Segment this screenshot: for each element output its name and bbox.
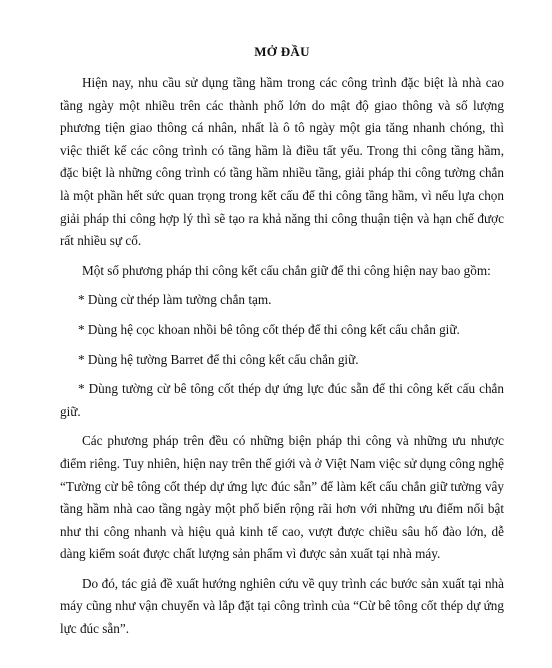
bullet-item-steel-sheet-pile: * Dùng cừ thép làm tường chắn tạm.	[78, 292, 272, 308]
proposal-paragraph: Do đó, tác giả đề xuất hướng nghiên cứu về quy trình các bước sản xuất tại nhà máy cũng như vận chuyển và lắp đặt tại công trình của “Cừ bê tông cốt thép dự ứng lực đúc sẵn”.	[60, 575, 504, 637]
intro-paragraph: Hiện nay, nhu cầu sử dụng tầng hầm trong các công trình đặc biệt là nhà cao tầng ngày một nhiều trên các thành phố lớn do mật độ giao thông và số lượng phương tiện giao thông cá nhân, nhất là ô tô ngày một gia tăng nhanh chóng, thì việc thiết kế các công trình có tầng hầm là điều tất yếu. Trong thi công tầng hầm, đặc biệt là những công trình có tầng hầm nhiều tầng, giải pháp thi công tường chắn là một phần hết sức quan trọng trong kết cấu để thi công tầng hầm, vì nếu lựa chọn giải pháp thi công hợp lý thì sẽ tạo ra khả năng thi công thuận tiện và hạn chế được rất nhiều sự cố.	[60, 75, 504, 249]
bullet-item-barrette-wall: * Dùng hệ tường Barret để thi công kết cấu chắn giữ.	[78, 351, 359, 367]
advantages-paragraph: Các phương pháp trên đều có những biện pháp thi công và những ưu nhược điểm riêng. Tuy nhiên, hiện nay trên thế giới và ở Việt Nam việc sử dụng công nghệ “Tường cừ bê tông cốt thép dự ứng lực đúc sẵn” để làm kết cấu chắn giữ tường vây tầng hầm nhà cao tầng ngày một phổ biến rộng rãi hơn với những ưu điểm nổi bật như thi công nhanh và hiệu quả kinh tế cao, vượt được chiều sâu hố đào lớn, dễ dàng kiểm soát được chất lượng sản phẩm vì được sản xuất tại nhà máy.	[60, 433, 504, 562]
section-title: MỞ ĐẦU	[254, 44, 310, 59]
methods-intro-paragraph: Một số phương pháp thi công kết cấu chắn giữ để thi công hiện nay bao gồm:	[82, 262, 491, 278]
bullet-item-bored-piles: * Dùng hệ cọc khoan nhồi bê tông cốt thép để thi công kết cấu chắn giữ.	[78, 321, 460, 337]
bullet-item-precast-prestressed-pile: * Dùng tường cừ bê tông cốt thép dự ứng lực đúc sẵn để thi công kết cấu chắn giữ.	[60, 381, 504, 419]
